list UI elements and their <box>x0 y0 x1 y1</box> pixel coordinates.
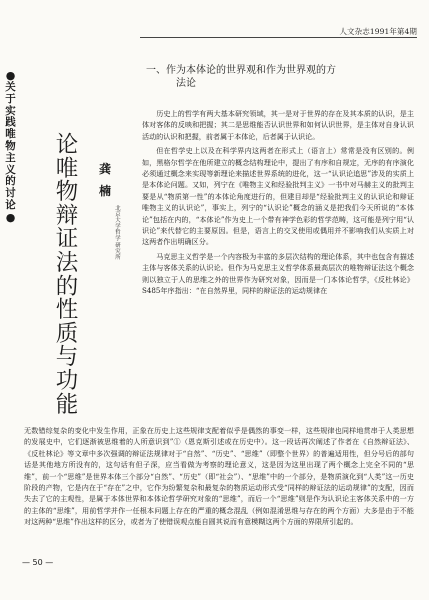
series-title-char: 论 <box>5 198 16 211</box>
body-paragraph-1: 历史上的哲学有两大基本研究领域，其一是对于世界的存在及其本质的认识，是主体对客体的反映和把握；其二是思维能否认识世界和如何认识世界，是主体对自身认识活动的认识和把握，前者属于本体论，后者属于认识论。 <box>142 109 414 141</box>
body-paragraph-2: 但在哲学史上以及在科学界内这两者在形式上（语言上）常常是没有区别的。例如，黑格尔哲学在他所建立的概念结构理论中，提出了有序和自规定，无序的有序演化必须通过概念来实现等新理论来描述世界系统的进化，这一“认识论追思”涉及的实质上是本体论问题。又如，列宁在《唯物主义和经验批判主义》一书中对马赫主义的批判主要是从“物质第一性”的本体论角度进行的，但建目却是“经验批判主义的认识论和辩证唯物主义的认识论”，事实上，列宁的“认识论”概念的涵义是把我们今天所说的“本体论”包括在内的，“本体论”作为史上一个带有神学色彩的哲学范畴，这可能是列宁用“认识论”来代替它的主要原因。但是，语言上的交叉使用或偶用并不影响我们从实质上对这两者作出明确区分。 <box>142 146 414 247</box>
affiliation-char: 北 <box>115 206 121 212</box>
series-title-char: 于 <box>5 92 16 105</box>
title-char: 辩 <box>55 202 79 229</box>
series-title-char: 践 <box>5 116 16 129</box>
series-title-char: 讨 <box>5 187 16 200</box>
journal-header: 人文杂志1991年第4期 <box>339 27 417 36</box>
affiliation-char: 学 <box>115 236 121 243</box>
series-title <box>4 70 17 224</box>
body-paragraph-3: 马克思主义哲学是一个内容极为丰富的多层次结构的理论体系，其中也包含有描述主体与客体关系的认识论。但作为马克思主义哲学体系最高层次的唯物辩证法这个概念则以独立于人的思维之外的世界作为研究对象，因而是一门本体论哲学，《反杜林论》S485年序指出：“在自然界里，同样的辩证法的运动规律在 <box>142 251 414 296</box>
body-column <box>142 108 414 297</box>
series-title-char: 物 <box>5 139 16 152</box>
series-title-char: 的 <box>5 175 16 188</box>
title-char: 物 <box>55 179 79 206</box>
title-char: 功 <box>55 367 79 394</box>
title-char: 法 <box>55 249 79 276</box>
affiliation-char: 学 <box>115 224 121 231</box>
series-title-char: 义 <box>5 163 16 176</box>
affiliation-char: 所 <box>115 254 121 261</box>
bullet-bottom: ● <box>5 210 16 224</box>
page-number: — 50 — <box>22 558 54 567</box>
title-char: 的 <box>55 273 79 300</box>
section-heading <box>146 64 408 90</box>
series-title-char: 实 <box>5 104 16 117</box>
body-full-width <box>24 425 414 528</box>
author-affiliation <box>113 206 123 261</box>
affiliation-char: 哲 <box>115 230 121 237</box>
series-title-chars <box>4 82 17 212</box>
section-heading-line2: 法论 <box>176 78 196 89</box>
title-char: 与 <box>55 344 79 371</box>
author-char: 楠 <box>98 184 111 198</box>
series-title-char: 唯 <box>5 128 16 141</box>
title-char: 证 <box>55 226 79 253</box>
series-title-char: 主 <box>5 151 16 164</box>
header-rule <box>140 37 417 38</box>
affiliation-char: 研 <box>115 242 121 249</box>
section-heading-line1: 一、作为本体论的世界观和作为世界观的方 <box>146 65 336 76</box>
title-char: 性 <box>55 297 79 324</box>
body-paragraph-4: 无数错综复杂的变化中发生作用，正象在历史上这些规律支配着似乎是偶然的事变一样，这些规律也同样地贯串于人类思想的发展史中，它们逐渐被思维着的人所意识到”①（恩克斯引述或在历史中）。这一段话再次阐述了作者在《自然辩证法》、《反杜林论》等文章中多次强调的辩证法规律对于“自然”、“历史”、“思维”（即整个世界）的普遍适用性，但分号后的部句话是其他地方所没有的，这句话有但子深，应当看做为考察的理论意义，这是因为这里出现了两个概念上完全不同的“思维”，前一个“思维”是世界本体三个部分“自然”、“历史”（即“社会”）、“思维”中的一个部分，是物质演化到“人类”这一历史阶段的产物，它是内在于“存在”之中，它作为纷繁复杂和最复杂的物质运动形式受“同样的辩证法的运动规律”的支配，因而失去了它的主观性，是属于本体世界和本体论哲学研究对象的“思维”，而后一个“思维”则是作为认识论主客体关系中的一方的主体的“思维”，用前哲学并作一任根本问题上存在的严重的概念混乱（例如混淆思维与存在的两个方面）大多是由于不能对这两种“思维”作出这样的区分，或者为了使错误观点能自圆其说而有意模糊这两个方面的界限所引起的。 <box>24 426 414 527</box>
affiliation-char: 大 <box>115 218 121 225</box>
series-title-char: 关 <box>5 81 16 93</box>
title-char: 能 <box>55 391 79 418</box>
author-char: 龚 <box>98 162 111 176</box>
author-name <box>98 158 112 202</box>
affiliation-char: 究 <box>115 248 121 255</box>
title-char: 论 <box>55 132 79 158</box>
bullet-top: ● <box>5 69 16 82</box>
title-char: 唯 <box>55 155 79 182</box>
affiliation-char: 京 <box>115 212 121 219</box>
title-char: 质 <box>55 320 79 347</box>
article-title <box>54 134 80 417</box>
